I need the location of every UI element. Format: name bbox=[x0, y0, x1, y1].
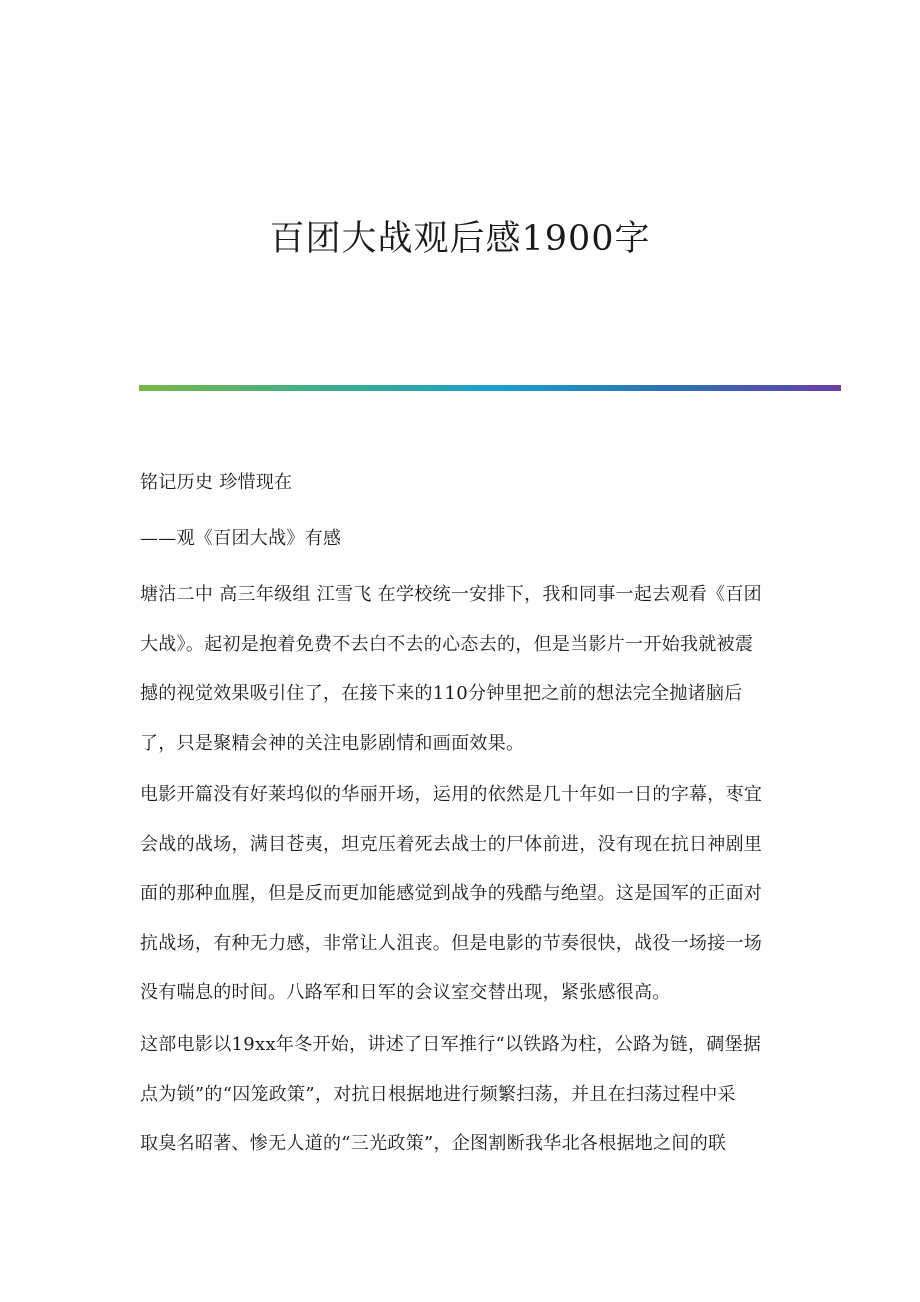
paragraph-line: 电影开篇没有好莱坞似的华丽开场，运用的依然是几十年如一日的字幕，枣宜 bbox=[140, 784, 763, 805]
paragraph-line: 点为锁”的“囚笼政策”，对抗日根据地进行频繁扫荡，并且在扫荡过程中采 bbox=[140, 1083, 736, 1105]
paragraph-line: 塘沽二中 高三年级组 江雪飞 在学校统一安排下，我和同事一起去观看《百团 bbox=[140, 584, 762, 605]
paragraph-line: 了，只是聚精会神的关注电影剧情和画面效果。 bbox=[140, 732, 525, 754]
paragraph-1 bbox=[140, 578, 780, 776]
section-heading: 铭记历史 珍惜现在 bbox=[140, 472, 293, 493]
paragraph-3 bbox=[140, 1028, 780, 1177]
paragraph-line: 会战的战场，满目苍夷，坦克压着死去战士的尸体前进，没有现在抗日神剧里 bbox=[140, 833, 763, 855]
paragraph-line: 这部电影以19xx年冬开始，讲述了日军推行“以铁路为柱，公路为链，碉堡据 bbox=[140, 1034, 762, 1055]
title-divider bbox=[139, 385, 841, 391]
paragraph-line: 面的那种血腥，但是反而更加能感觉到战争的残酷与绝望。这是国军的正面对 bbox=[140, 883, 763, 904]
paragraph-line: 没有喘息的时间。八路军和日军的会议室交替出现，紧张感很高。 bbox=[140, 982, 671, 1003]
paragraph-line: 撼的视觉效果吸引住了，在接下来的110分钟里把之前的想法完全抛诸脑后 bbox=[140, 683, 743, 704]
paragraph-2 bbox=[140, 778, 780, 1026]
section-subheading: ——观《百团大战》有感 bbox=[140, 528, 342, 549]
document-title: 百团大战观后感1900字 bbox=[269, 219, 651, 259]
paragraph-line: 取臭名昭著、惨无人道的“三光政策”，企图割断我华北各根据地之间的联 bbox=[140, 1133, 727, 1154]
paragraph-line: 大战》。起初是抱着免费不去白不去的心态去的，但是当影片一开始我就被震 bbox=[140, 633, 754, 655]
paragraph-line: 抗战场，有种无力感，非常让人沮丧。但是电影的节奏很快，战役一场接一场 bbox=[140, 932, 763, 954]
